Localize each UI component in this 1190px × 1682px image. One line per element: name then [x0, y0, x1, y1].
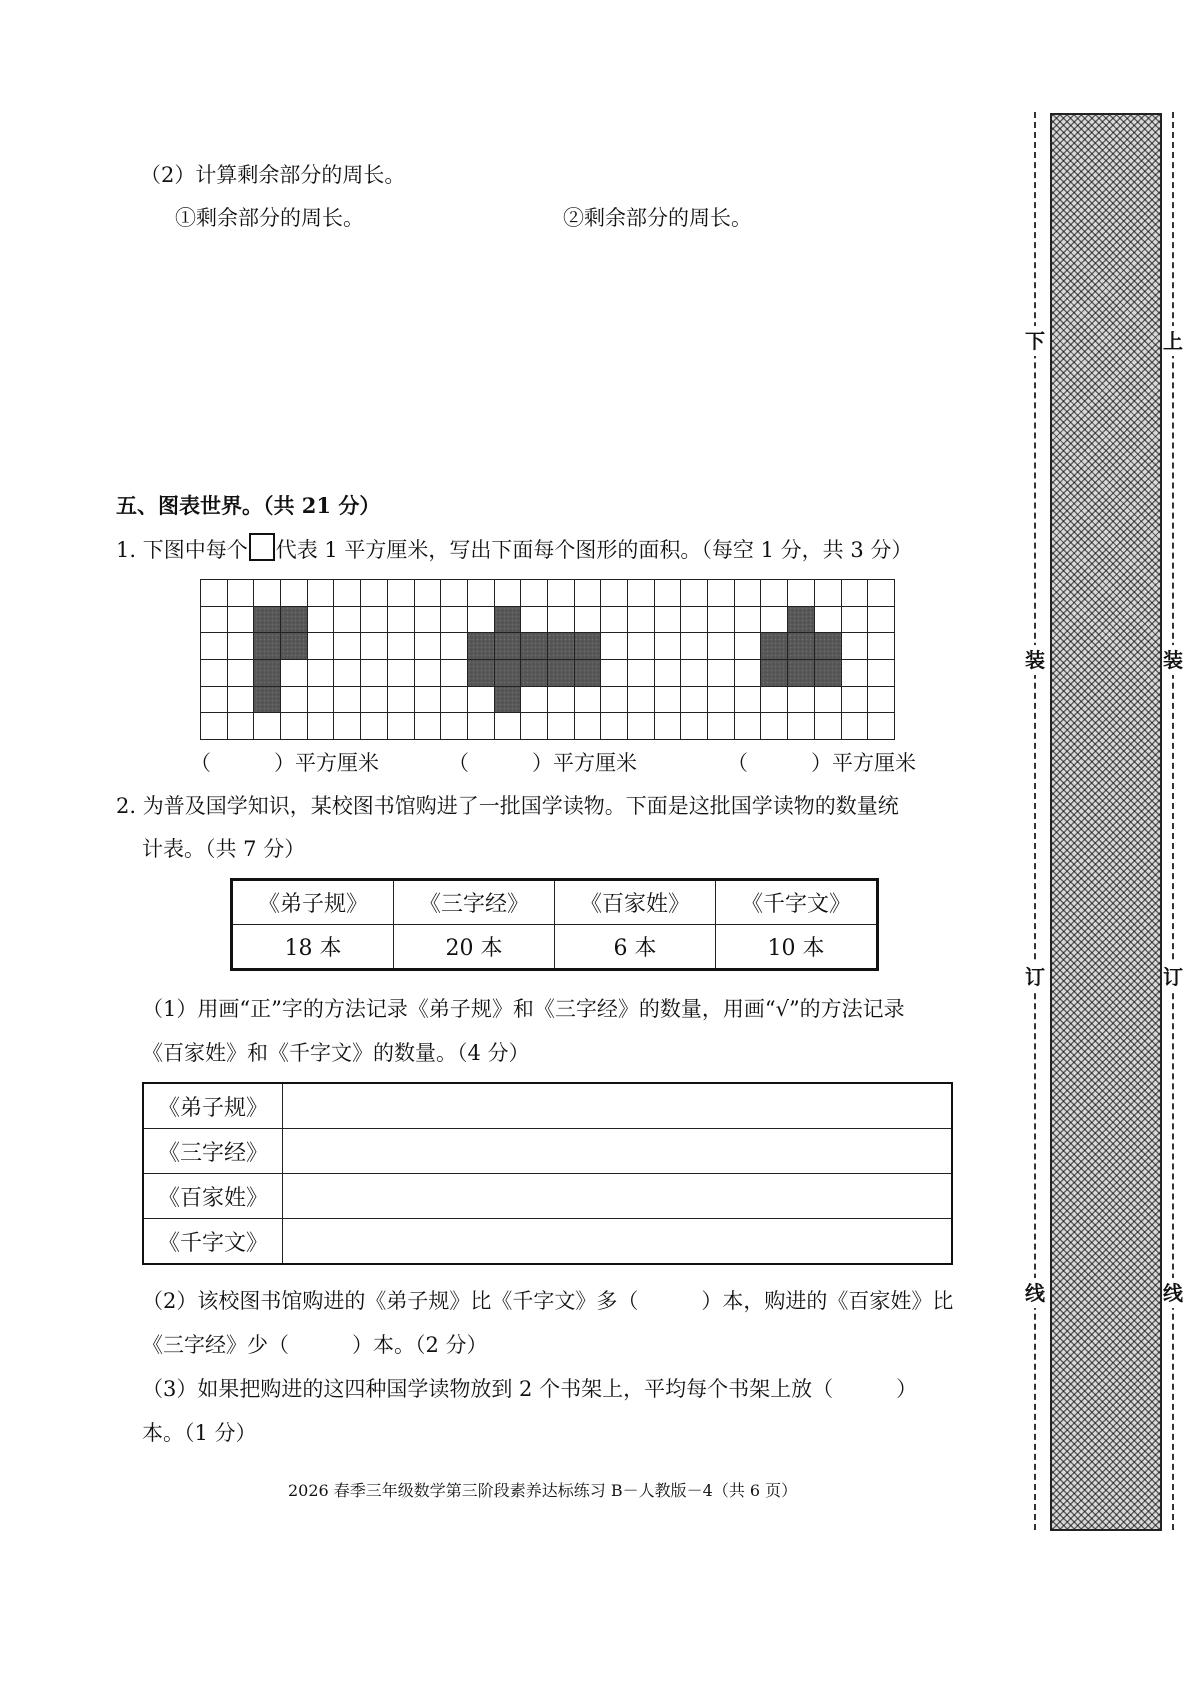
grid-cell	[628, 633, 655, 660]
binding-char-left: 订	[1025, 962, 1045, 992]
grid-cell	[841, 606, 868, 633]
grid-cell	[387, 686, 414, 713]
grid-cell	[361, 633, 388, 660]
area-grid	[200, 579, 895, 740]
binding-char-left: 装	[1025, 645, 1045, 675]
grid-cell	[521, 686, 548, 713]
shaded-grid-cell	[494, 606, 521, 633]
grid-cell	[387, 660, 414, 687]
question-1-suffix: 代表 1 平方厘米，写出下面每个图形的面积。（每空 1 分，共 3 分）	[275, 538, 913, 562]
grid-cell	[708, 633, 735, 660]
grid-cell	[681, 713, 708, 740]
question-1-prefix: 1. 下图中每个	[116, 538, 248, 562]
grid-cell	[841, 580, 868, 607]
grid-cell	[788, 686, 815, 713]
grid-cell	[201, 686, 228, 713]
grid-cell	[467, 580, 494, 607]
grid-row	[201, 713, 895, 740]
tally-row	[143, 1174, 952, 1219]
grid-row	[201, 686, 895, 713]
grid-row	[201, 580, 895, 607]
grid-cell	[654, 713, 681, 740]
grid-cell	[281, 660, 308, 687]
book-count-cell: 6 本	[555, 925, 716, 970]
grid-cell	[307, 580, 334, 607]
grid-cell	[387, 580, 414, 607]
grid-cell	[841, 660, 868, 687]
grid-row	[201, 606, 895, 633]
grid-cell	[521, 606, 548, 633]
grid-cell	[227, 580, 254, 607]
shaded-grid-cell	[494, 686, 521, 713]
grid-cell	[681, 660, 708, 687]
area-answer-2: （ ）平方厘米	[448, 751, 637, 775]
grid-cell	[387, 606, 414, 633]
unit-square-icon	[249, 533, 275, 561]
grid-cell	[254, 713, 281, 740]
grid-cell	[814, 580, 841, 607]
shaded-grid-cell	[788, 633, 815, 660]
shaded-grid-cell	[574, 660, 601, 687]
grid-cell	[467, 713, 494, 740]
grid-cell	[361, 580, 388, 607]
grid-cell	[708, 606, 735, 633]
grid-cell	[441, 686, 468, 713]
grid-cell	[761, 580, 788, 607]
grid-cell	[281, 580, 308, 607]
grid-cell	[441, 580, 468, 607]
grid-cell	[574, 686, 601, 713]
grid-cell	[227, 686, 254, 713]
grid-cell	[601, 713, 628, 740]
grid-cell	[201, 633, 228, 660]
grid-cell	[654, 580, 681, 607]
grid-cell	[387, 713, 414, 740]
grid-cell	[734, 686, 761, 713]
question-2-3-line-2: 本。（1 分）	[142, 1421, 257, 1445]
grid-cell	[414, 713, 441, 740]
part2-item-1: ①剩余部分的周长。	[175, 206, 364, 230]
binding-char-right: 装	[1163, 645, 1183, 675]
binding-char-right: 线	[1163, 1278, 1183, 1308]
tally-row	[143, 1083, 952, 1129]
shaded-grid-cell	[281, 633, 308, 660]
tally-table	[142, 1082, 953, 1265]
grid-cell	[628, 660, 655, 687]
grid-cell	[681, 580, 708, 607]
grid-cell	[547, 606, 574, 633]
grid-cell	[628, 606, 655, 633]
binding-line-right	[1172, 112, 1174, 1530]
grid-cell	[361, 713, 388, 740]
grid-cell	[574, 606, 601, 633]
grid-cell	[628, 713, 655, 740]
grid-cell	[494, 713, 521, 740]
shaded-grid-cell	[788, 606, 815, 633]
grid-cell	[281, 686, 308, 713]
binding-char-right: 订	[1163, 962, 1183, 992]
question-2-3-line-1: （3）如果把购进的这四种国学读物放到 2 个书架上，平均每个书架上放（ ）	[142, 1377, 918, 1401]
grid-cell	[708, 686, 735, 713]
grid-cell	[307, 686, 334, 713]
grid-cell	[414, 580, 441, 607]
grid-cell	[307, 713, 334, 740]
book-count-row	[232, 925, 878, 970]
grid-cell	[441, 660, 468, 687]
grid-cell	[254, 580, 281, 607]
question-2-2-line-1: （2）该校图书馆购进的《弟子规》比《千字文》多（ ）本，购进的《百家姓》比	[142, 1289, 954, 1313]
grid-cell	[601, 633, 628, 660]
shaded-grid-cell	[494, 660, 521, 687]
grid-cell	[841, 713, 868, 740]
grid-cell	[601, 580, 628, 607]
binding-line-left	[1034, 112, 1036, 1530]
grid-cell	[227, 660, 254, 687]
book-count-cell: 20 本	[394, 925, 555, 970]
grid-cell	[734, 633, 761, 660]
area-answer-1: （ ）平方厘米	[190, 751, 379, 775]
grid-cell	[307, 633, 334, 660]
grid-cell	[227, 606, 254, 633]
grid-cell	[467, 606, 494, 633]
grid-cell	[387, 633, 414, 660]
shaded-grid-cell	[521, 633, 548, 660]
grid-cell	[201, 606, 228, 633]
grid-cell	[788, 713, 815, 740]
shaded-grid-cell	[254, 660, 281, 687]
grid-cell	[734, 606, 761, 633]
grid-cell	[601, 686, 628, 713]
grid-cell	[814, 713, 841, 740]
grid-cell	[494, 580, 521, 607]
grid-cell	[841, 686, 868, 713]
shaded-grid-cell	[467, 633, 494, 660]
grid-cell	[601, 660, 628, 687]
grid-cell	[654, 633, 681, 660]
grid-cell	[868, 633, 895, 660]
grid-cell	[227, 713, 254, 740]
binding-char-left: 下	[1025, 326, 1045, 356]
grid-cell	[708, 660, 735, 687]
book-count-cell: 10 本	[716, 925, 878, 970]
book-name-row	[232, 880, 878, 925]
grid-cell	[761, 606, 788, 633]
question-2-line-1: 2. 为普及国学知识，某校图书馆购进了一批国学读物。下面是这批国学读物的数量统	[116, 794, 899, 818]
shaded-grid-cell	[814, 633, 841, 660]
grid-cell	[761, 686, 788, 713]
question-2-1-line-2: 《百家姓》和《千字文》的数量。（4 分）	[142, 1041, 530, 1065]
grid-cell	[868, 686, 895, 713]
grid-cell	[307, 606, 334, 633]
grid-cell	[574, 580, 601, 607]
shaded-grid-cell	[281, 606, 308, 633]
tally-label: 《百家姓》	[143, 1174, 283, 1219]
grid-cell	[201, 713, 228, 740]
grid-cell	[334, 580, 361, 607]
grid-cell	[414, 686, 441, 713]
grid-cell	[841, 633, 868, 660]
grid-cell	[681, 606, 708, 633]
shaded-grid-cell	[574, 633, 601, 660]
tally-label: 《千字文》	[143, 1219, 283, 1265]
grid-cell	[361, 660, 388, 687]
grid-cell	[201, 580, 228, 607]
grid-cell	[654, 660, 681, 687]
section5-title: 五、图表世界。（共 21 分）	[116, 493, 381, 518]
book-name-cell: 《千字文》	[716, 880, 878, 925]
shaded-grid-cell	[761, 633, 788, 660]
shaded-grid-cell	[547, 633, 574, 660]
tally-answer-cell[interactable]	[283, 1174, 953, 1219]
grid-cell	[414, 660, 441, 687]
grid-cell	[441, 633, 468, 660]
grid-cell	[201, 660, 228, 687]
grid-cell	[441, 713, 468, 740]
grid-cell	[414, 633, 441, 660]
grid-cell	[734, 580, 761, 607]
book-name-cell: 《三字经》	[394, 880, 555, 925]
grid-cell	[681, 686, 708, 713]
shaded-grid-cell	[254, 606, 281, 633]
grid-cell	[868, 713, 895, 740]
grid-cell	[868, 606, 895, 633]
page-footer: 2026 春季三年级数学第三阶段素养达标练习 B－人教版－4（共 6 页）	[288, 1481, 798, 1500]
shaded-grid-cell	[761, 660, 788, 687]
question-1	[116, 533, 912, 564]
grid-cell	[414, 606, 441, 633]
grid-cell	[734, 660, 761, 687]
shaded-grid-cell	[547, 660, 574, 687]
grid-cell	[868, 580, 895, 607]
tally-answer-cell[interactable]	[283, 1083, 953, 1129]
grid-cell	[788, 580, 815, 607]
shaded-grid-cell	[254, 633, 281, 660]
shaded-grid-cell	[494, 633, 521, 660]
part2-header: （2）计算剩余部分的周长。	[140, 163, 406, 187]
shaded-grid-cell	[814, 660, 841, 687]
tally-row	[143, 1219, 952, 1265]
grid-cell	[574, 713, 601, 740]
binding-char-right: 上	[1163, 326, 1183, 356]
grid-cell	[467, 686, 494, 713]
grid-cell	[521, 580, 548, 607]
grid-cell	[334, 660, 361, 687]
grid-cell	[814, 606, 841, 633]
grid-row	[201, 633, 895, 660]
grid-cell	[708, 580, 735, 607]
grid-cell	[654, 606, 681, 633]
grid-cell	[628, 580, 655, 607]
question-2-line-2: 计表。（共 7 分）	[142, 837, 306, 861]
book-name-cell: 《百家姓》	[555, 880, 716, 925]
grid-cell	[334, 686, 361, 713]
book-name-cell: 《弟子规》	[232, 880, 394, 925]
grid-cell	[734, 713, 761, 740]
grid-cell	[361, 606, 388, 633]
grid-cell	[307, 660, 334, 687]
part2-item-2: ②剩余部分的周长。	[563, 206, 752, 230]
grid-cell	[334, 633, 361, 660]
grid-row	[201, 660, 895, 687]
binding-strip	[1050, 113, 1162, 1531]
grid-cell	[708, 713, 735, 740]
grid-cell	[868, 660, 895, 687]
grid-cell	[334, 606, 361, 633]
grid-cell	[334, 713, 361, 740]
area-answer-3: （ ）平方厘米	[727, 751, 916, 775]
grid-cell	[547, 713, 574, 740]
grid-cell	[654, 686, 681, 713]
question-2-2-line-2: 《三字经》少（ ）本。（2 分）	[142, 1333, 488, 1357]
tally-label: 《弟子规》	[143, 1083, 283, 1129]
book-count-cell: 18 本	[232, 925, 394, 970]
grid-cell	[227, 633, 254, 660]
grid-cell	[814, 686, 841, 713]
book-count-table	[230, 878, 879, 971]
binding-char-left: 线	[1025, 1278, 1045, 1308]
grid-cell	[628, 686, 655, 713]
grid-cell	[281, 713, 308, 740]
grid-cell	[361, 686, 388, 713]
grid-cell	[521, 713, 548, 740]
grid-cell	[441, 606, 468, 633]
grid-cell	[547, 686, 574, 713]
shaded-grid-cell	[521, 660, 548, 687]
grid-cell	[601, 606, 628, 633]
shaded-grid-cell	[467, 660, 494, 687]
grid-cell	[547, 580, 574, 607]
tally-answer-cell[interactable]	[283, 1219, 953, 1265]
tally-label: 《三字经》	[143, 1129, 283, 1174]
shaded-grid-cell	[254, 686, 281, 713]
tally-row	[143, 1129, 952, 1174]
tally-answer-cell[interactable]	[283, 1129, 953, 1174]
shaded-grid-cell	[788, 660, 815, 687]
grid-cell	[761, 713, 788, 740]
grid-cell	[681, 633, 708, 660]
question-2-1-line-1: （1）用画“正”字的方法记录《弟子规》和《三字经》的数量，用画“√”的方法记录	[142, 997, 905, 1021]
